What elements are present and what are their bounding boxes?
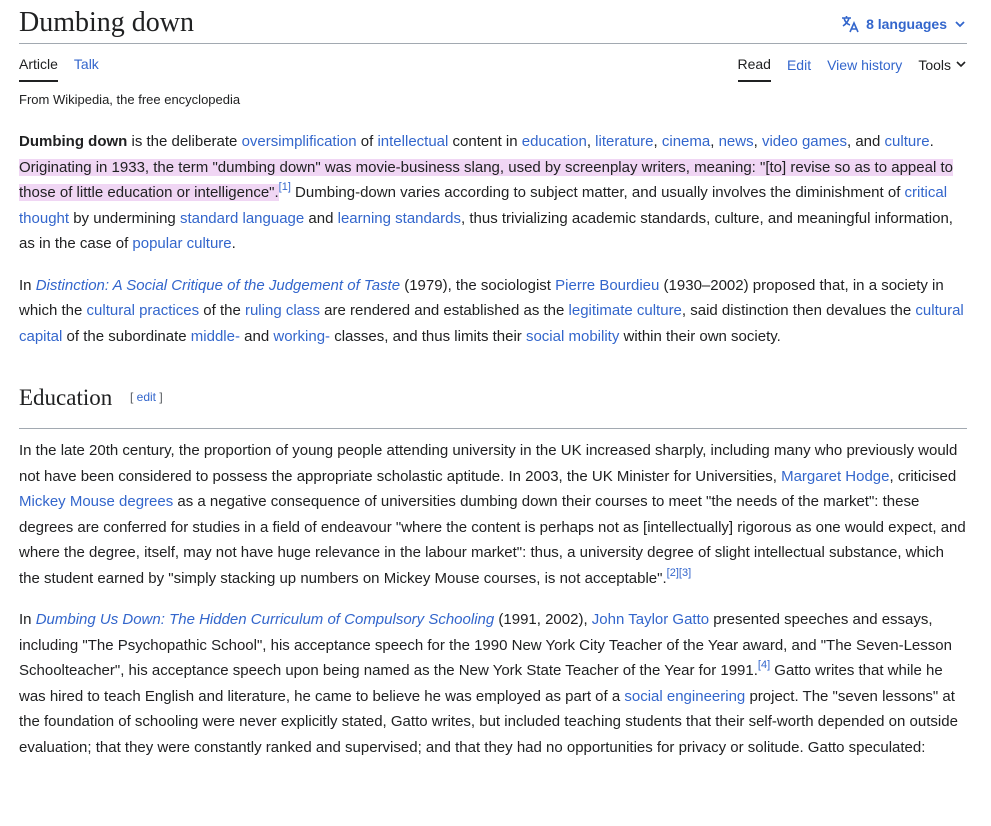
tagline: From Wikipedia, the free encyclopedia: [19, 92, 241, 107]
text: of the subordinate: [62, 327, 191, 345]
text: and: [239, 327, 274, 345]
paragraph-education: [19, 438, 967, 591]
text: project. The "seven lessons" at the foundation of schooling were never explicitly stated, Gatto writes, but included teaching students that their self-worth depended on outside evaluation; that they were constantly ranked and supervised; and that they had no opportunities for privacy or solitude. Gatto speculated:: [19, 687, 958, 756]
text: are rendered and established as the: [320, 302, 569, 319]
link-popular-culture[interactable]: popular culture: [132, 235, 232, 252]
text: Gatto writes that while he was hired to teach English and literature, he came to believe he was employed as part of a: [19, 662, 943, 705]
text: In the late 20th century, the proportion of young people attending university in the UK increased sharply, including many who previously would not have been considered to possess the appropriate scholastic aptitude. In 2003, the UK Minister for Universities,: [19, 442, 958, 485]
page-content: [19, 0, 967, 760]
chevron-down-icon: [953, 17, 967, 31]
text: ,: [586, 133, 596, 150]
tab-article[interactable]: Article: [19, 54, 58, 82]
text: (1979), the sociologist: [400, 276, 556, 294]
link-video-games[interactable]: video games: [761, 133, 847, 150]
link-distinction[interactable]: Distinction: A Social Critique of the Judgement of Taste: [35, 276, 401, 294]
text: In: [19, 611, 36, 628]
bold-term: Dumbing down: [19, 133, 128, 150]
bracket: [: [130, 390, 137, 404]
reference-4[interactable]: [4]: [757, 659, 771, 671]
text: .: [929, 133, 934, 150]
language-count: 8 languages: [866, 16, 947, 32]
page-title: Dumbing down: [19, 7, 194, 38]
link-margaret-hodge[interactable]: Margaret Hodge: [781, 467, 890, 485]
link-cultural-practices[interactable]: cultural practices: [86, 302, 200, 319]
link-news[interactable]: news: [718, 133, 754, 150]
text: within their own society.: [619, 327, 781, 345]
section-title: Education: [19, 385, 113, 410]
text: (1930–2002) proposed that, in a society in which the: [19, 276, 944, 319]
text: , said distinction then devalues the: [681, 302, 916, 319]
link-social-mobility[interactable]: social mobility: [525, 327, 620, 345]
reference-3[interactable]: [3]: [678, 566, 692, 579]
edit-section: [130, 390, 163, 404]
link-social-engineering[interactable]: social engineering: [624, 687, 746, 705]
link-oversimplification[interactable]: oversimplification: [241, 133, 357, 150]
tools-label: Tools: [918, 57, 951, 73]
text: of: [356, 133, 378, 150]
tab-talk[interactable]: Talk: [73, 56, 99, 72]
text: In: [19, 276, 36, 294]
tab-edit[interactable]: Edit: [786, 57, 812, 73]
text: by undermining: [69, 209, 180, 227]
text: and: [304, 209, 338, 227]
link-education[interactable]: education: [521, 133, 587, 150]
text: presented speeches and essays, including "The Psychopathic School", his acceptance speech for the 1990 New York City Teacher of the Year award, and "The Seven-Lesson Schoolteacher", his acceptance speech upon being named as the New York State Teacher of the Year for 1991.: [19, 611, 952, 679]
link-cultural-capital[interactable]: cultural capital: [19, 302, 964, 345]
text: (1991, 2002),: [494, 611, 592, 628]
link-legitimate-culture[interactable]: legitimate culture: [568, 302, 682, 319]
text: , criticised: [889, 467, 957, 485]
reference-1[interactable]: [1]: [278, 181, 291, 193]
link-culture[interactable]: culture: [884, 133, 930, 150]
link-standard-language[interactable]: standard language: [179, 209, 305, 227]
section-heading-education: [19, 385, 967, 429]
title-row: [19, 0, 967, 44]
link-john-taylor-gatto[interactable]: John Taylor Gatto: [591, 611, 710, 628]
text: is the deliberate: [127, 133, 242, 150]
tab-view-history[interactable]: View history: [827, 57, 903, 73]
highlighted-text: Originating in 1933, the term "dumbing down" was movie-business slang, used by screenplay writers, meaning: "[to] revise so as to appeal to those of little education or intelligence".: [19, 158, 953, 201]
text: classes, and thus limits their: [330, 327, 526, 345]
paragraph-bourdieu: [19, 273, 967, 350]
link-working-class[interactable]: working-: [273, 327, 331, 345]
text: , thus trivializing academic standards, culture, and meaningful information, as in the case of: [19, 209, 953, 252]
tab-read[interactable]: Read: [738, 54, 771, 82]
text: .: [231, 235, 236, 252]
link-dumbing-us-down[interactable]: Dumbing Us Down: The Hidden Curriculum of Compulsory Schooling: [35, 611, 495, 628]
page-tabs: [19, 44, 967, 81]
language-button[interactable]: [840, 14, 967, 34]
link-mickey-mouse-degrees[interactable]: Mickey Mouse degrees: [19, 493, 174, 510]
paragraph-gatto: [19, 607, 967, 760]
link-middle-class[interactable]: middle-: [190, 327, 240, 345]
translate-icon: [840, 14, 860, 34]
bracket: ]: [156, 390, 163, 404]
text: ,: [710, 133, 719, 150]
paragraph-intro: [19, 129, 967, 257]
link-cinema[interactable]: cinema: [661, 133, 711, 150]
text: ,: [753, 133, 762, 150]
link-ruling-class[interactable]: ruling class: [244, 302, 320, 319]
link-critical-thought[interactable]: critical thought: [19, 184, 948, 227]
link-pierre-bourdieu[interactable]: Pierre Bourdieu: [555, 276, 660, 294]
text: content in: [448, 133, 522, 150]
edit-section-link[interactable]: edit: [136, 390, 157, 404]
tools-menu[interactable]: [918, 55, 967, 81]
link-learning-standards[interactable]: learning standards: [337, 209, 462, 227]
text: , and: [847, 133, 885, 150]
link-intellectual[interactable]: intellectual: [377, 133, 449, 150]
link-literature[interactable]: literature: [595, 133, 654, 150]
chevron-down-icon: [955, 55, 967, 75]
text: as a negative consequence of universities dumbing down their courses to meet "the needs of the market": these degrees are conferred for studies in a field of endeavour "where the content is perhaps not as [intellectually] rigorous as one would expect, and where the degree, itself, may not have huge relevance in the labour market": thus, a university degree of slight intellectual substance, which the student earned by "simply stacking up numbers on Mickey Mouse courses, is not acceptable".: [19, 493, 966, 587]
text: Dumbing-down varies according to subject matter, and usually involves the diminishment of: [290, 184, 905, 201]
reference-2[interactable]: [2]: [666, 566, 679, 579]
text: of the: [199, 302, 245, 319]
text: ,: [653, 133, 662, 150]
